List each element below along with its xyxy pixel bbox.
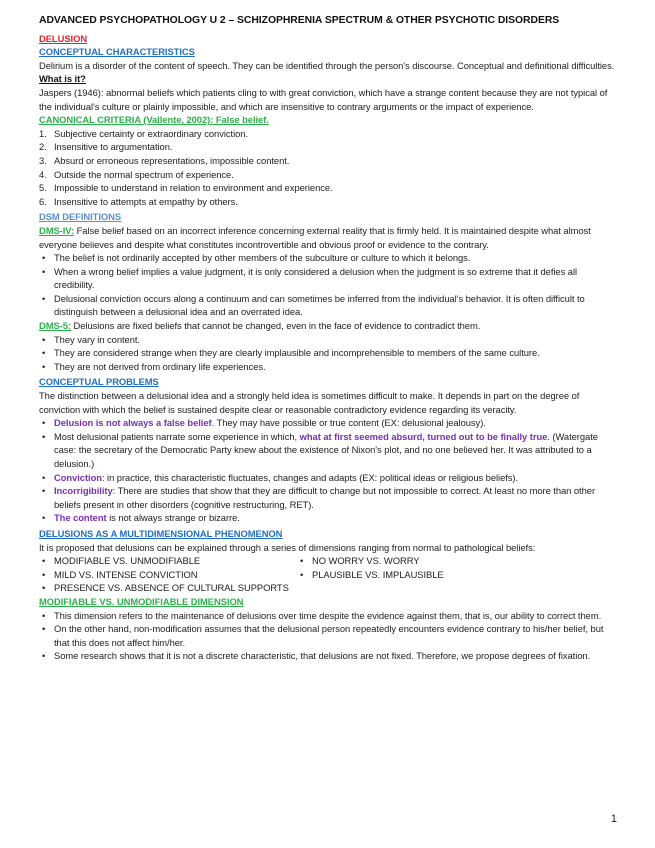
dsm4-definition (39, 224, 619, 251)
multidimensional-intro: It is proposed that delusions can be explained through a series of dimensions ranging from normal to pathological beliefs: (39, 541, 536, 553)
modifiable-list (39, 609, 619, 663)
list-item (39, 471, 619, 485)
list-item (39, 140, 619, 154)
bullet-icon: • (42, 485, 46, 497)
bullet-icon: • (42, 333, 46, 345)
item-text: Insensitive to attempts at empathy by others. (54, 195, 238, 207)
item-text: : There are studies that show that they are difficult to change but not impossible to correct. At least no more than other beliefs present in other disorders (cognitive restructuring, RET). (54, 485, 596, 510)
highlight-text: The content (54, 512, 107, 524)
item-text: Subjective certainty or extraordinary conviction. (54, 127, 248, 139)
list-item (39, 554, 297, 568)
list-item (39, 416, 619, 430)
list-item (39, 251, 619, 265)
dimensions-list-right (297, 554, 597, 595)
list-item (39, 181, 619, 195)
conceptual-characteristics-heading: CONCEPTUAL CHARACTERISTICS (39, 46, 195, 58)
dsm5-label: DMS-5: (39, 320, 71, 332)
dsm5-text: Delusions are fixed beliefs that cannot be changed, even in the face of evidence to contradict them. (71, 320, 481, 332)
dsm5-definition (39, 319, 619, 333)
list-item (39, 265, 619, 292)
list-item (39, 622, 619, 649)
highlight-text: Conviction (54, 471, 102, 483)
item-text: Impossible to understand in relation to environment and experience. (54, 182, 333, 194)
item-text: On the other hand, non-modification assumes that the delusional person repeatedly encounters evidence contrary to his/her belief, but that this does not affect him/her. (54, 623, 604, 648)
list-item (39, 346, 619, 360)
dsm4-label: DMS-IV: (39, 224, 75, 236)
item-text: PLAUSIBLE VS. IMPLAUSIBLE (312, 568, 444, 580)
document-title: ADVANCED PSYCHOPATHOLOGY U 2 – SCHIZOPHRENIA SPECTRUM & OTHER PSYCHOTIC DISORDERS (39, 15, 560, 26)
highlight-text: what at first seemed absurd, turned out to be finally true (299, 430, 548, 442)
list-item (39, 511, 619, 525)
item-text: This dimension refers to the maintenance of delusions over time despite the evidence against them, that is, our ability to correct them. (54, 609, 602, 621)
bullet-icon: • (42, 568, 46, 580)
item-text: Insensitive to argumentation. (54, 141, 173, 153)
bullet-icon: • (42, 292, 46, 304)
item-text: The belief is not ordinarily accepted by other members of the subculture or culture to which it belongs. (54, 252, 471, 264)
list-item (39, 581, 297, 595)
bullet-icon: • (42, 347, 46, 359)
bullet-icon: • (42, 650, 46, 662)
list-item (39, 292, 619, 319)
item-text: When a wrong belief implies a value judgment, it is only considered a delusion when the judgment is so extreme that it defies all credibility. (54, 265, 578, 291)
bullet-icon: • (42, 252, 46, 264)
bullet-icon: • (42, 360, 46, 372)
dsm4-text: False belief based on an incorrect inference concerning external reality that is firmly held. It is maintained despite what almost everyone believes and despite what constitutes incontrovertible and obvious proof or evidence to the contrary. (39, 224, 591, 250)
dsm-definitions-heading: DSM DEFINITIONS (39, 211, 122, 223)
conceptual-problems-intro: The distinction between a delusional idea and a strongly held idea is sometimes difficult to make. It depends in part on the degree of conviction with which the belief is sustained despite clear or reasonable contradictory evidence regarding its veracity. (39, 390, 580, 415)
item-text: . They may have possible or true content (EX: delusional jealousy). (211, 417, 486, 429)
list-item (39, 333, 619, 347)
bullet-icon: • (42, 417, 46, 429)
item-number: 6. (39, 195, 47, 207)
item-text: They are considered strange when they are clearly implausible and incomprehensible to members of the same culture. (54, 347, 540, 359)
dimensions-columns (39, 554, 619, 595)
item-text: . (Watergate case: the secretary of the Democratic Party knew about the existence of Nixon's plot, and no one believed her. It was attributed to a delusion.) (54, 430, 598, 469)
highlight-text: Incorrigibility (54, 485, 113, 497)
list-item (297, 568, 597, 582)
dsm4-list (39, 251, 619, 319)
item-number: 1. (39, 127, 47, 139)
list-item (39, 568, 297, 582)
item-text: Absurd or erroneous representations, impossible content. (54, 154, 290, 166)
item-text: Delusional conviction occurs along a continuum and can sometimes be inferred from the individual's behavior. It is often difficult to distinguish between a delusional idea and an overrated idea. (54, 292, 585, 318)
list-item (39, 360, 619, 374)
bullet-icon: • (42, 471, 46, 483)
item-text: PRESENCE VS. ABSENCE OF CULTURAL SUPPORTS (54, 582, 289, 594)
bullet-icon: • (42, 512, 46, 524)
what-is-it-heading: What is it? (39, 73, 86, 85)
jaspers-definition: Jaspers (1946): abnormal beliefs which patients cling to with great conviction, which have a strange content because they are not typical of the individual's culture or plainly impossible, and which are insensitive to contrary arguments or the impact of experience. (39, 86, 608, 112)
dsm5-list (39, 333, 619, 374)
bullet-icon: • (42, 265, 46, 277)
item-text: : in practice, this characteristic fluctuates, changes and adapts (EX: political ideas or religious beliefs). (101, 471, 519, 483)
list-item (39, 649, 619, 663)
bullet-icon: • (42, 623, 46, 635)
item-text: MODIFIABLE VS. UNMODIFIABLE (54, 555, 201, 567)
page-content (39, 14, 619, 663)
page-number: 1 (610, 813, 617, 825)
item-text: MILD VS. INTENSE CONVICTION (54, 568, 198, 580)
dimensions-list-left (39, 554, 297, 595)
item-number: 5. (39, 182, 47, 194)
list-item (39, 127, 619, 141)
item-text: Some research shows that it is not a discrete characteristic, that delusions are not fixed. Therefore, we propose degrees of fixation. (54, 650, 591, 662)
bullet-icon: • (42, 430, 46, 442)
delusion-heading: DELUSION (39, 32, 88, 44)
bullet-icon: • (300, 568, 304, 580)
item-text: They vary in content. (54, 333, 140, 345)
modifiable-heading: MODIFIABLE VS. UNMODIFIABLE DIMENSION (39, 595, 244, 607)
item-number: 4. (39, 168, 47, 180)
list-item (297, 554, 597, 568)
list-item (39, 154, 619, 168)
item-number: 3. (39, 154, 47, 166)
item-text: Most delusional patients narrate some experience in which, (54, 430, 300, 442)
item-number: 2. (39, 141, 47, 153)
canonical-criteria-heading: CANONICAL CRITERIA (Vallente, 2002): False belief. (39, 114, 269, 126)
item-text: They are not derived from ordinary life experiences. (54, 360, 266, 372)
list-item (39, 484, 619, 511)
list-item (39, 168, 619, 182)
list-item (39, 609, 619, 623)
bullet-icon: • (42, 555, 46, 567)
canonical-criteria-list (39, 127, 619, 209)
bullet-icon: • (300, 555, 304, 567)
bullet-icon: • (42, 609, 46, 621)
conceptual-text: Delirium is a disorder of the content of speech. They can be identified through the person's discourse. Conceptual and definitional difficulties. (39, 59, 615, 71)
multidimensional-heading: DELUSIONS AS A MULTIDIMENSIONAL PHENOMENON (39, 527, 283, 539)
list-item (39, 195, 619, 209)
item-text: NO WORRY VS. WORRY (312, 555, 420, 567)
highlight-text: Delusion is not always a false belief (54, 417, 212, 429)
item-text: Outside the normal spectrum of experience. (54, 168, 234, 180)
bullet-icon: • (42, 582, 46, 594)
item-text: is not always strange or bizarre. (106, 512, 240, 524)
list-item (39, 430, 619, 471)
conceptual-problems-list (39, 416, 619, 525)
conceptual-problems-heading: CONCEPTUAL PROBLEMS (39, 376, 159, 388)
